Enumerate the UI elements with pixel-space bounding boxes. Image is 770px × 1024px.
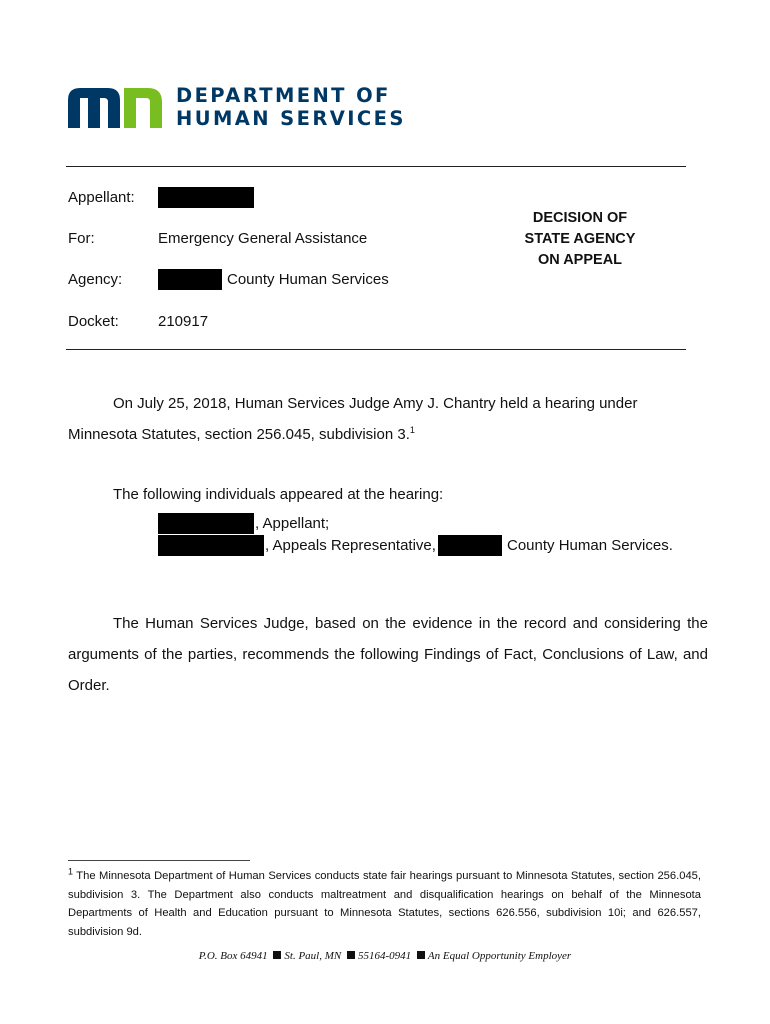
agency-value: County Human Services (227, 271, 389, 288)
agency-redaction (158, 269, 222, 290)
footnote-ref: 1 (409, 425, 415, 435)
square-bullet-icon (417, 951, 425, 959)
appellant-redaction (158, 187, 254, 208)
decision-line-1: DECISION OF (532, 210, 628, 226)
docket-value: 210917 (158, 313, 209, 330)
rep-agency: County Human Services. (507, 537, 673, 554)
footer-address: P.O. Box 64941 (198, 950, 268, 962)
top-rule (66, 166, 686, 167)
dhs-logo-text (176, 84, 406, 130)
appellant-label: Appellant: (68, 189, 135, 206)
for-label: For: (68, 230, 95, 247)
square-bullet-icon (347, 951, 355, 959)
appellant-suffix: , Appellant; (255, 515, 330, 532)
footnote-number: 1 (68, 866, 74, 877)
footnote-rule (68, 860, 250, 861)
footnote-text: The Minnesota Department of Human Services conducts state fair hearings pursuant to Minnesota Statutes, section 256.045, subdivision 3. The Department also conducts maltreatment and disqualification hearings on behalf of the Minnesota Departments of Health and Education pursuant to Minnesota Statutes, sections 626.556, subdivision 10i; and 626.557, subdivision 9d. (68, 870, 701, 938)
agency-label: Agency: (68, 271, 123, 288)
docket-label: Docket: (68, 313, 119, 330)
decision-line-2: STATE AGENCY (524, 231, 636, 247)
page-footer (0, 950, 770, 962)
logo-line-2: HUMAN SERVICES (176, 107, 406, 130)
decision-title (500, 208, 660, 271)
footer-zip: 55164-0941 (357, 950, 412, 962)
dhs-logo-mark (68, 86, 162, 128)
decision-line-3: ON APPEAL (537, 252, 623, 268)
rep-name-redaction (158, 535, 264, 556)
rep-suffix: , Appeals Representative, (265, 537, 436, 554)
recommendation-paragraph: The Human Services Judge, based on the evidence in the record and considering the arguments of the parties, recommends the following Findings of Fact, Conclusions of Law, and Order. (68, 615, 708, 694)
rep-agency-redaction (438, 535, 502, 556)
footnote (68, 867, 701, 941)
footer-tagline: An Equal Opportunity Employer (427, 950, 572, 962)
appellant-name-redaction (158, 513, 254, 534)
bottom-rule (66, 349, 686, 350)
for-value: Emergency General Assistance (158, 230, 368, 247)
hearing-text: On July 25, 2018, Human Services Judge Amy J. Chantry held a hearing under Minnesota Statutes, section 256.045, subdivision 3. (68, 395, 638, 443)
hearing-paragraph (68, 388, 708, 450)
appeared-intro: The following individuals appeared at the hearing: (113, 486, 444, 503)
footer-city: St. Paul, MN (284, 950, 342, 962)
logo-line-1: DEPARTMENT OF (176, 84, 391, 107)
square-bullet-icon (273, 951, 281, 959)
